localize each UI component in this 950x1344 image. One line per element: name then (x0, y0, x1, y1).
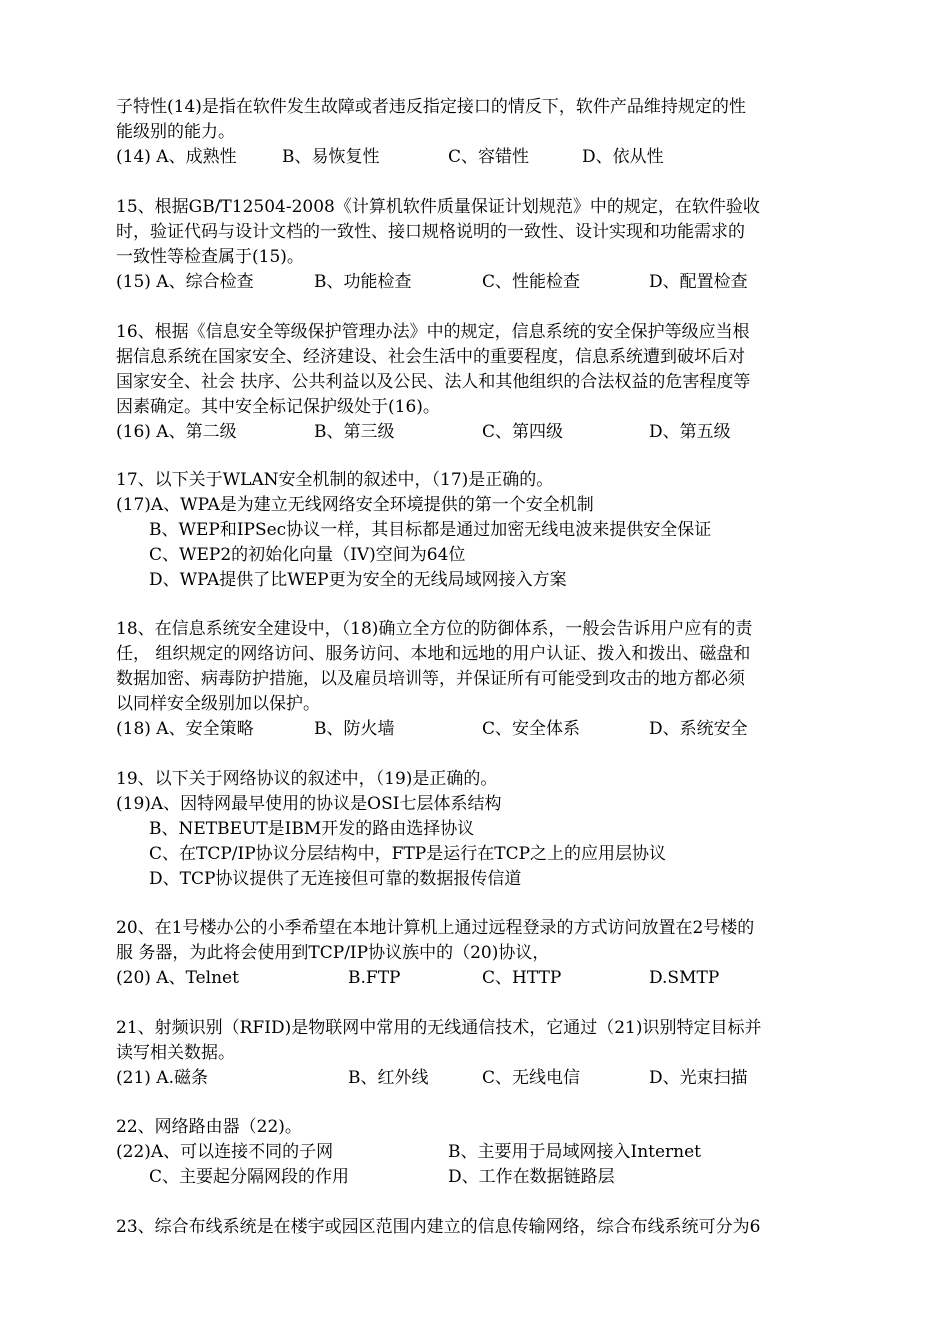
question-text-line: 数据加密、病毒防护措施，以及雇员培训等，并保证所有可能受到攻击的地方都必须 (116, 669, 745, 689)
answer-options (116, 420, 836, 445)
option-d: D、工作在数据链路层 (448, 1167, 615, 1187)
answer-options (116, 145, 836, 170)
option-d: D、WPA提供了比WEP更为安全的无线局域网接入方案 (149, 570, 567, 590)
option-a: (15) A、综合检查 (116, 272, 254, 292)
question-20 (116, 916, 836, 991)
question-text-line: 国家安全、社会 扶序、公共利益以及公民、法人和其他组织的合法权益的危害程度等 (116, 372, 751, 392)
question-text-line: 一致性等检查属于(15)。 (116, 247, 304, 267)
question-15 (116, 195, 836, 295)
option-b: B、易恢复性 (282, 147, 380, 167)
option-c: C、容错性 (448, 147, 530, 167)
question-16 (116, 320, 836, 445)
option-b: B、红外线 (348, 1068, 429, 1088)
option-d: D、光束扫描 (649, 1068, 748, 1088)
question-text-line: 能级别的能力。 (116, 122, 235, 142)
option-d: D、系统安全 (649, 719, 748, 739)
option-a: (17)A、WPA是为建立无线网络安全环境提供的第一个安全机制 (116, 495, 594, 515)
option-a: (20) A、Telnet (116, 968, 239, 988)
answer-options (116, 1066, 836, 1091)
question-14 (116, 95, 836, 170)
question-19 (116, 767, 836, 892)
option-a: (18) A、安全策略 (116, 719, 254, 739)
question-21 (116, 1016, 836, 1091)
option-b: B、主要用于局域网接入Internet (448, 1142, 702, 1162)
question-text-line: 23、综合布线系统是在楼宇或园区范围内建立的信息传输网络，综合布线系统可分为6 (116, 1217, 761, 1237)
option-c: C、第四级 (482, 422, 564, 442)
option-d: D、第五级 (649, 422, 731, 442)
question-18 (116, 617, 836, 742)
question-text-line: 16、根据《信息安全等级保护管理办法》中的规定，信息系统的安全保护等级应当根 (116, 322, 750, 342)
option-b: B、防火墙 (314, 719, 395, 739)
option-b: B.FTP (348, 968, 401, 988)
option-a: (14) A、成熟性 (116, 147, 237, 167)
option-b: B、WEP和IPSec协议一样，其目标都是通过加密无线电波来提供安全保证 (149, 520, 712, 540)
question-text-line: 读写相关数据。 (116, 1043, 235, 1063)
question-23 (116, 1215, 836, 1240)
question-text-line: 22、网络路由器（22)。 (116, 1117, 302, 1137)
option-c: C、性能检查 (482, 272, 581, 292)
option-d: D、依从性 (582, 147, 664, 167)
question-22 (116, 1115, 836, 1190)
option-a: (22)A、可以连接不同的子网 (116, 1142, 334, 1162)
question-text-line: 18、在信息系统安全建设中，（18)确立全方位的防御体系，一般会告诉用户应有的责 (116, 619, 753, 639)
answer-options (116, 1165, 836, 1190)
question-text-line: 时，验证代码与设计文档的一致性、接口规格说明的一致性、设计实现和功能需求的 (116, 222, 745, 242)
question-text-line: 15、根据GB/T12504-2008《计算机软件质量保证计划规范》中的规定，在软件验收 (116, 197, 760, 217)
question-text-line: 19、以下关于网络协议的叙述中，（19)是正确的。 (116, 769, 498, 789)
answer-options (116, 270, 836, 295)
option-d: D、配置检查 (649, 272, 748, 292)
option-a: (19)A、因特网最早使用的协议是OSI七层体系结构 (116, 794, 502, 814)
option-b: B、NETBEUT是IBM开发的路由选择协议 (149, 819, 475, 839)
option-c: C、主要起分隔网段的作用 (149, 1167, 350, 1187)
option-c: C、WEP2的初始化向量（IV)空间为64位 (149, 545, 466, 565)
question-17 (116, 468, 836, 593)
option-d: D、TCP协议提供了无连接但可靠的数据报传信道 (149, 869, 522, 889)
option-c: C、安全体系 (482, 719, 581, 739)
option-a: (16) A、第二级 (116, 422, 237, 442)
question-text-line: 服 务器，为此将会使用到TCP/IP协议族中的（20)协议， (116, 943, 550, 963)
option-d: D.SMTP (649, 968, 720, 988)
answer-options (116, 1140, 836, 1165)
question-text-line: 以同样安全级别加以保护。 (116, 694, 320, 714)
question-text-line: 21、射频识别（RFID)是物联网中常用的无线通信技术，它通过（21)识别特定目标并 (116, 1018, 762, 1038)
question-text-line: 20、在1号楼办公的小季希望在本地计算机上通过远程登录的方式访问放置在2号楼的 (116, 918, 755, 938)
question-text-line: 17、以下关于WLAN安全机制的叙述中，（17)是正确的。 (116, 470, 554, 490)
question-text-line: 据信息系统在国家安全、经济建设、社会生活中的重要程度，信息系统遭到破坏后对 (116, 347, 745, 367)
option-c: C、无线电信 (482, 1068, 581, 1088)
question-text-line: 任， 组织规定的网络访问、服务访问、本地和远地的用户认证、拨入和拨出、磁盘和 (116, 644, 751, 664)
answer-options (116, 966, 836, 991)
question-text-line: 子特性(14)是指在软件发生故障或者违反指定接口的情反下，软件产品维持规定的性 (116, 97, 746, 117)
option-b: B、第三级 (314, 422, 395, 442)
option-c: C、在TCP/IP协议分层结构中，FTP是运行在TCP之上的应用层协议 (149, 844, 667, 864)
answer-options (116, 717, 836, 742)
option-a: (21) A.磁条 (116, 1068, 208, 1088)
option-b: B、功能检查 (314, 272, 412, 292)
option-c: C、HTTP (482, 968, 562, 988)
question-text-line: 因素确定。其中安全标记保护级处于(16)。 (116, 397, 440, 417)
